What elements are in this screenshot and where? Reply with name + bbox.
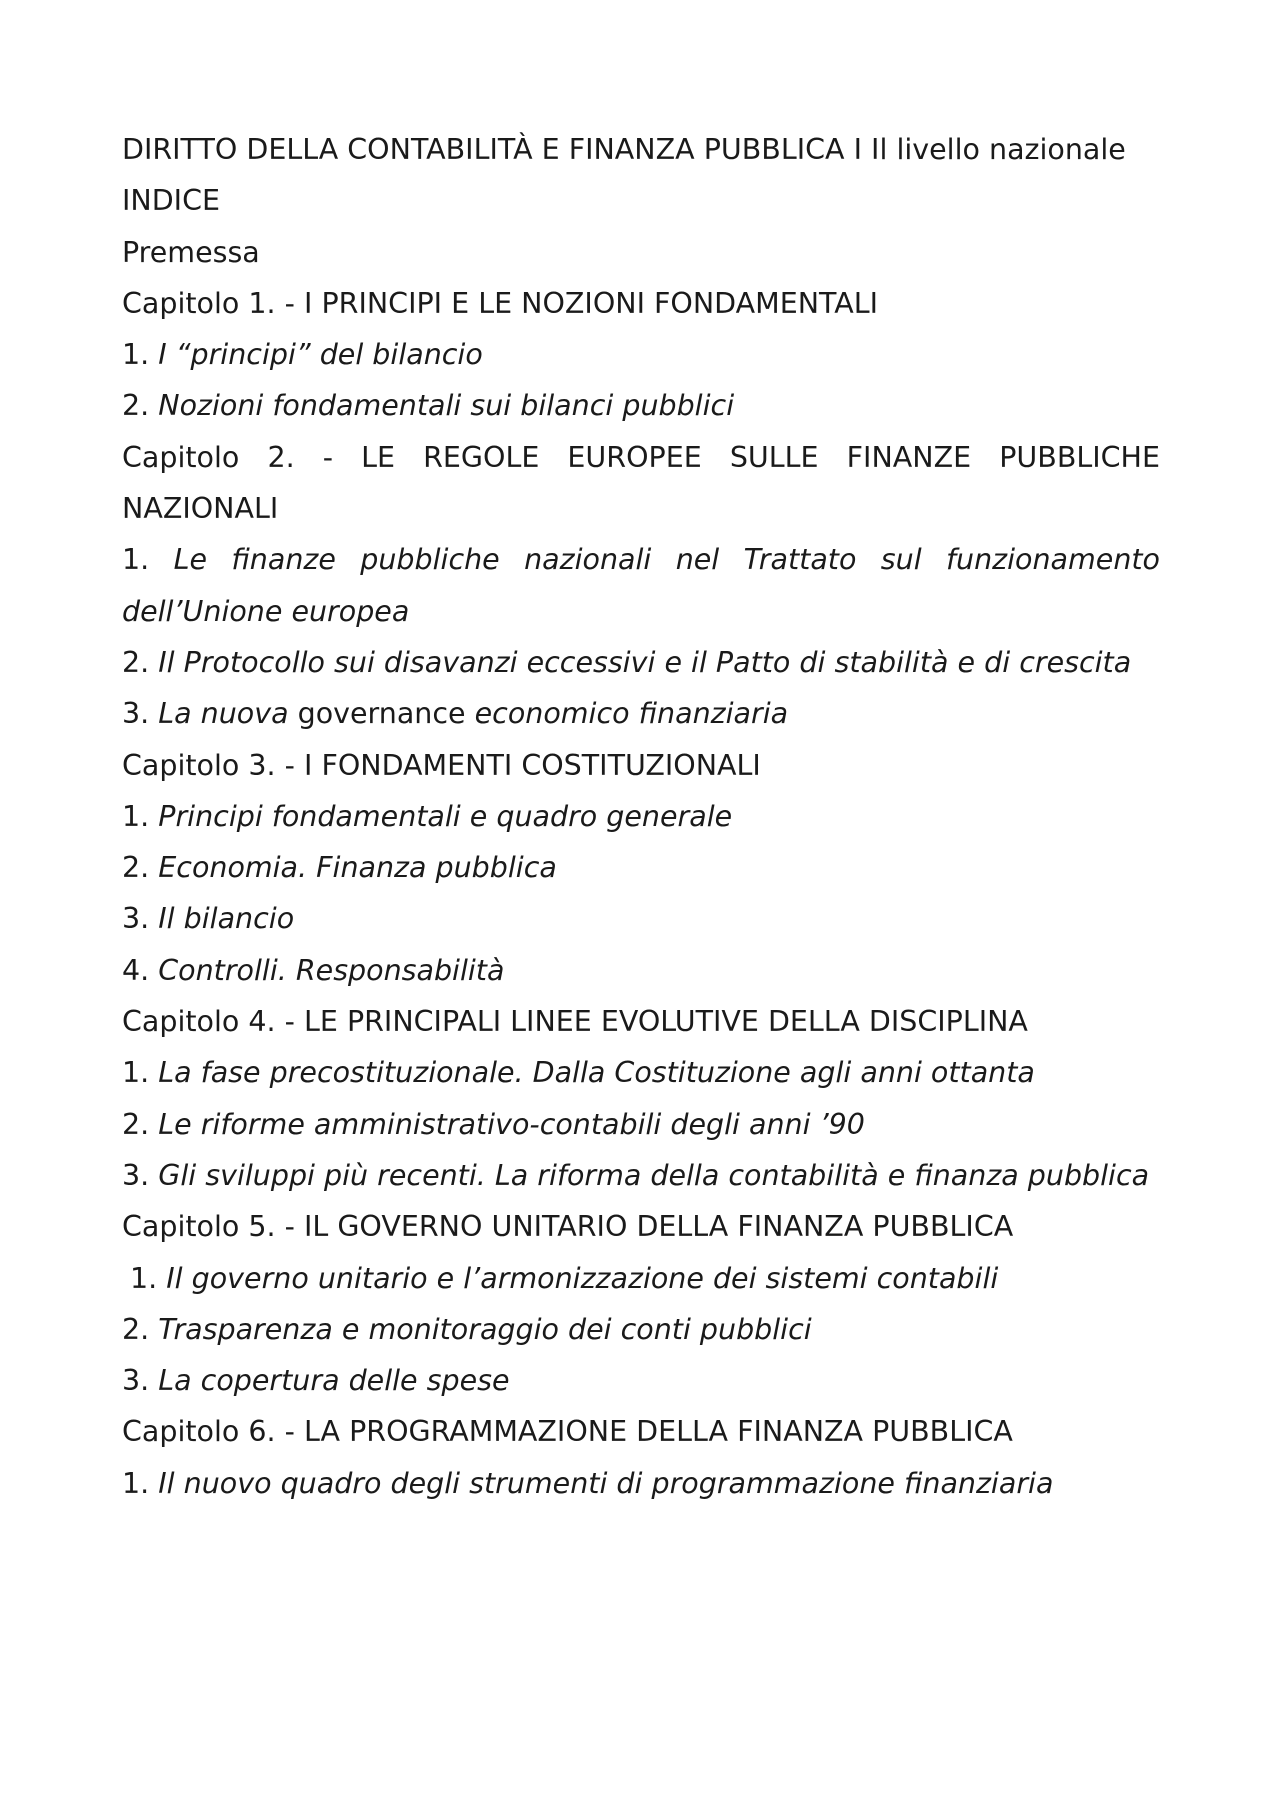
section-title-part: governance bbox=[297, 697, 466, 731]
section-number: 2. bbox=[122, 1312, 150, 1346]
section-entry bbox=[122, 688, 1160, 739]
section-number: 2. bbox=[122, 389, 150, 423]
document-page bbox=[122, 124, 1160, 1509]
chapter-heading: Capitolo 6. - LA PROGRAMMAZIONE DELLA FINANZA PUBBLICA bbox=[122, 1415, 1013, 1449]
section-title: Nozioni fondamentali sui bilanci pubblici bbox=[158, 389, 735, 423]
section-entry bbox=[122, 534, 1160, 637]
section-title: Il nuovo quadro degli strumenti di programmazione finanziaria bbox=[158, 1466, 1054, 1500]
section-title: I “principi” del bilancio bbox=[158, 338, 483, 372]
section-entry bbox=[122, 791, 1160, 842]
section-title: Il Protocollo sui disavanzi eccessivi e il Patto di stabilità e di crescita bbox=[158, 645, 1132, 679]
section-number: 1. bbox=[122, 338, 150, 372]
section-number: 1. bbox=[122, 1466, 150, 1500]
chapter-heading: Capitolo 5. - IL GOVERNO UNITARIO DELLA FINANZA PUBBLICA bbox=[122, 1210, 1014, 1244]
section-title: Economia. Finanza pubblica bbox=[158, 851, 557, 885]
section-number: 3. bbox=[122, 1364, 150, 1398]
section-title: Le finanze pubbliche nazionali nel Trattato sul funzionamento dell’Unione europea bbox=[122, 543, 1160, 628]
section-title: Trasparenza e monitoraggio dei conti pubblici bbox=[158, 1312, 812, 1346]
section-entry bbox=[122, 1304, 1160, 1355]
section-title: Le riforme amministrativo-contabili degli anni ’90 bbox=[158, 1107, 865, 1141]
section-title: Il governo unitario e l’armonizzazione dei sistemi contabili bbox=[166, 1261, 999, 1295]
section-number: 4. bbox=[122, 953, 150, 987]
section-number: 3. bbox=[122, 902, 150, 936]
section-entry bbox=[122, 1355, 1160, 1406]
section-number: 1. bbox=[122, 543, 150, 577]
chapter-heading: Capitolo 4. - LE PRINCIPALI LINEE EVOLUTIVE DELLA DISCIPLINA bbox=[122, 1005, 1028, 1039]
section-entry bbox=[122, 842, 1160, 893]
section-number: 1. bbox=[122, 799, 150, 833]
section-entry bbox=[122, 893, 1160, 944]
section-number: 3. bbox=[122, 697, 150, 731]
chapter-heading: Capitolo 2. - LE REGOLE EUROPEE SULLE FINANZE PUBBLICHE NAZIONALI bbox=[122, 440, 1160, 526]
section-entry bbox=[122, 945, 1160, 996]
section-entry bbox=[122, 1099, 1160, 1150]
section-number: 2. bbox=[122, 645, 150, 679]
section-title: Controlli. Responsabilità bbox=[158, 953, 505, 987]
section-number: 1. bbox=[122, 1056, 150, 1090]
section-title: Gli sviluppi più recenti. La riforma della contabilità e finanza pubblica bbox=[158, 1158, 1150, 1192]
section-title: Il bilancio bbox=[158, 902, 295, 936]
section-title: La copertura delle spese bbox=[158, 1364, 510, 1398]
section-number: 2. bbox=[122, 1107, 150, 1141]
chapter-heading: Capitolo 3. - I FONDAMENTI COSTITUZIONALI bbox=[122, 748, 761, 782]
section-entry bbox=[122, 1253, 1160, 1304]
section-title: Principi fondamentali e quadro generale bbox=[158, 799, 733, 833]
section-number: 2. bbox=[122, 851, 150, 885]
section-entry bbox=[122, 1458, 1160, 1509]
chapter-heading: Capitolo 1. - I PRINCIPI E LE NOZIONI FONDAMENTALI bbox=[122, 286, 879, 320]
section-title-part: La nuova bbox=[158, 697, 289, 731]
index-heading: INDICE bbox=[122, 184, 220, 218]
section-number: 3. bbox=[122, 1158, 150, 1192]
section-entry bbox=[122, 380, 1160, 431]
section-entry bbox=[122, 637, 1160, 688]
document-title: DIRITTO DELLA CONTABILITÀ E FINANZA PUBBLICA I Il livello nazionale bbox=[122, 133, 1126, 166]
section-title-part: economico finanziaria bbox=[474, 697, 789, 731]
section-entry bbox=[122, 1150, 1160, 1201]
section-title: La fase precostituzionale. Dalla Costituzione agli anni ottanta bbox=[158, 1056, 1035, 1090]
section-entry bbox=[122, 329, 1160, 380]
premessa-entry: Premessa bbox=[122, 235, 260, 269]
section-number: 1. bbox=[130, 1261, 158, 1295]
section-entry bbox=[122, 1047, 1160, 1098]
